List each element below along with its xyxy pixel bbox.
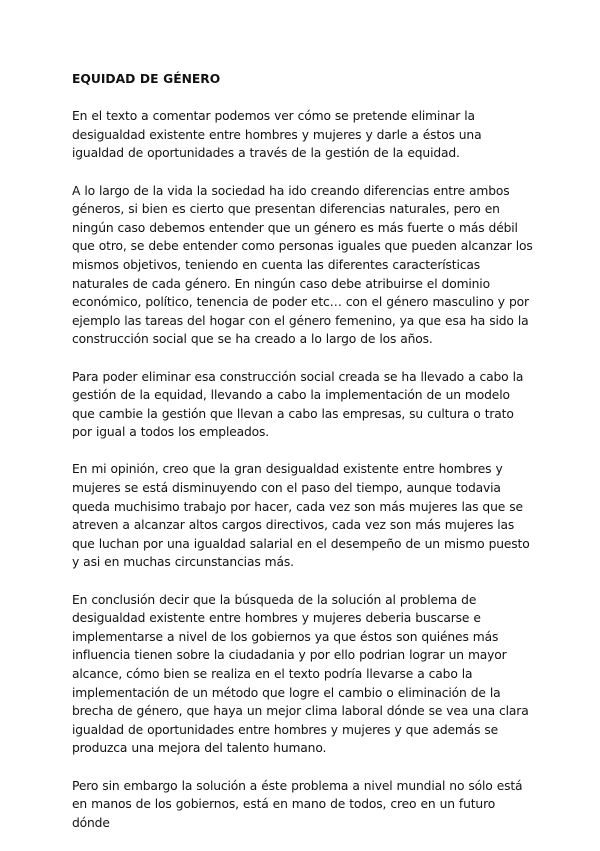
paragraph-5: En conclusión decir que la búsqueda de la solución al problema de desigualdad existente entre hombres y mujeres deberia buscarse e implementarse a nivel de los gobiernos ya que éstos son quiénes más influencia tienen sobre la ciudadania y por ello podrian lograr un mayor alcance, cómo bien se realiza en el texto podría llevarse a cabo la implementación de un método que logre el cambio o eliminación de la brecha de género, que haya un mejor clima laboral dónde se vea una clara igualdad de oportunidades entre hombres y mujeres y que además se produzca una mejora del talento humano.	[72, 592, 529, 756]
paragraph-3: Para poder eliminar esa construcción social creada se ha llevado a cabo la gestión de la equidad, llevando a cabo la implementación de un modelo que cambie la gestión que llevan a cabo las empresas, su cultura o trato por igual a todos los empleados.	[72, 369, 524, 440]
document-title: EQUIDAD DE GÉNERO	[72, 72, 221, 86]
document-body	[72, 70, 534, 851]
paragraph-4: En mi opinión, creo que la gran desigualdad existente entre hombres y mujeres se está disminuyendo con el paso del tiempo, aunque todavia queda muchisimo trabajo por hacer, cada vez son más mujeres las que se atreven a alcanzar altos cargos directivos, cada vez son más mujeres las que luchan por una igualdad salarial en el desempeño de un mismo puesto y asi en muchas circunstancias más.	[72, 462, 530, 570]
paragraph-1: En el texto a comentar podemos ver cómo se pretende eliminar la desigualdad existente entre hombres y mujeres y darle a éstos una igualdad de oportunidades a través de la gestión de la equidad.	[72, 109, 482, 161]
paragraph-2: A lo largo de la vida la sociedad ha ido creando diferencias entre ambos géneros, si bien es cierto que presentan diferencias naturales, pero en ningún caso debemos entender que un género es más fuerte o más débil que otro, se debe entender como personas iguales que pueden alcanzar los mismos objetivos, teniendo en cuenta las diferentes características naturales de cada género. En ningún caso debe atribuirse el dominio económico, político, tenencia de poder etc… con el género masculino y por ejemplo las tareas del hogar con el género femenino, ya que esa ha sido la construcción social que se ha creado a lo largo de los años.	[72, 183, 533, 347]
paragraph-6: Pero sin embargo la solución a éste problema a nivel mundial no sólo está en manos de los gobiernos, está en mano de todos, creo en un futuro dónde	[72, 778, 523, 830]
